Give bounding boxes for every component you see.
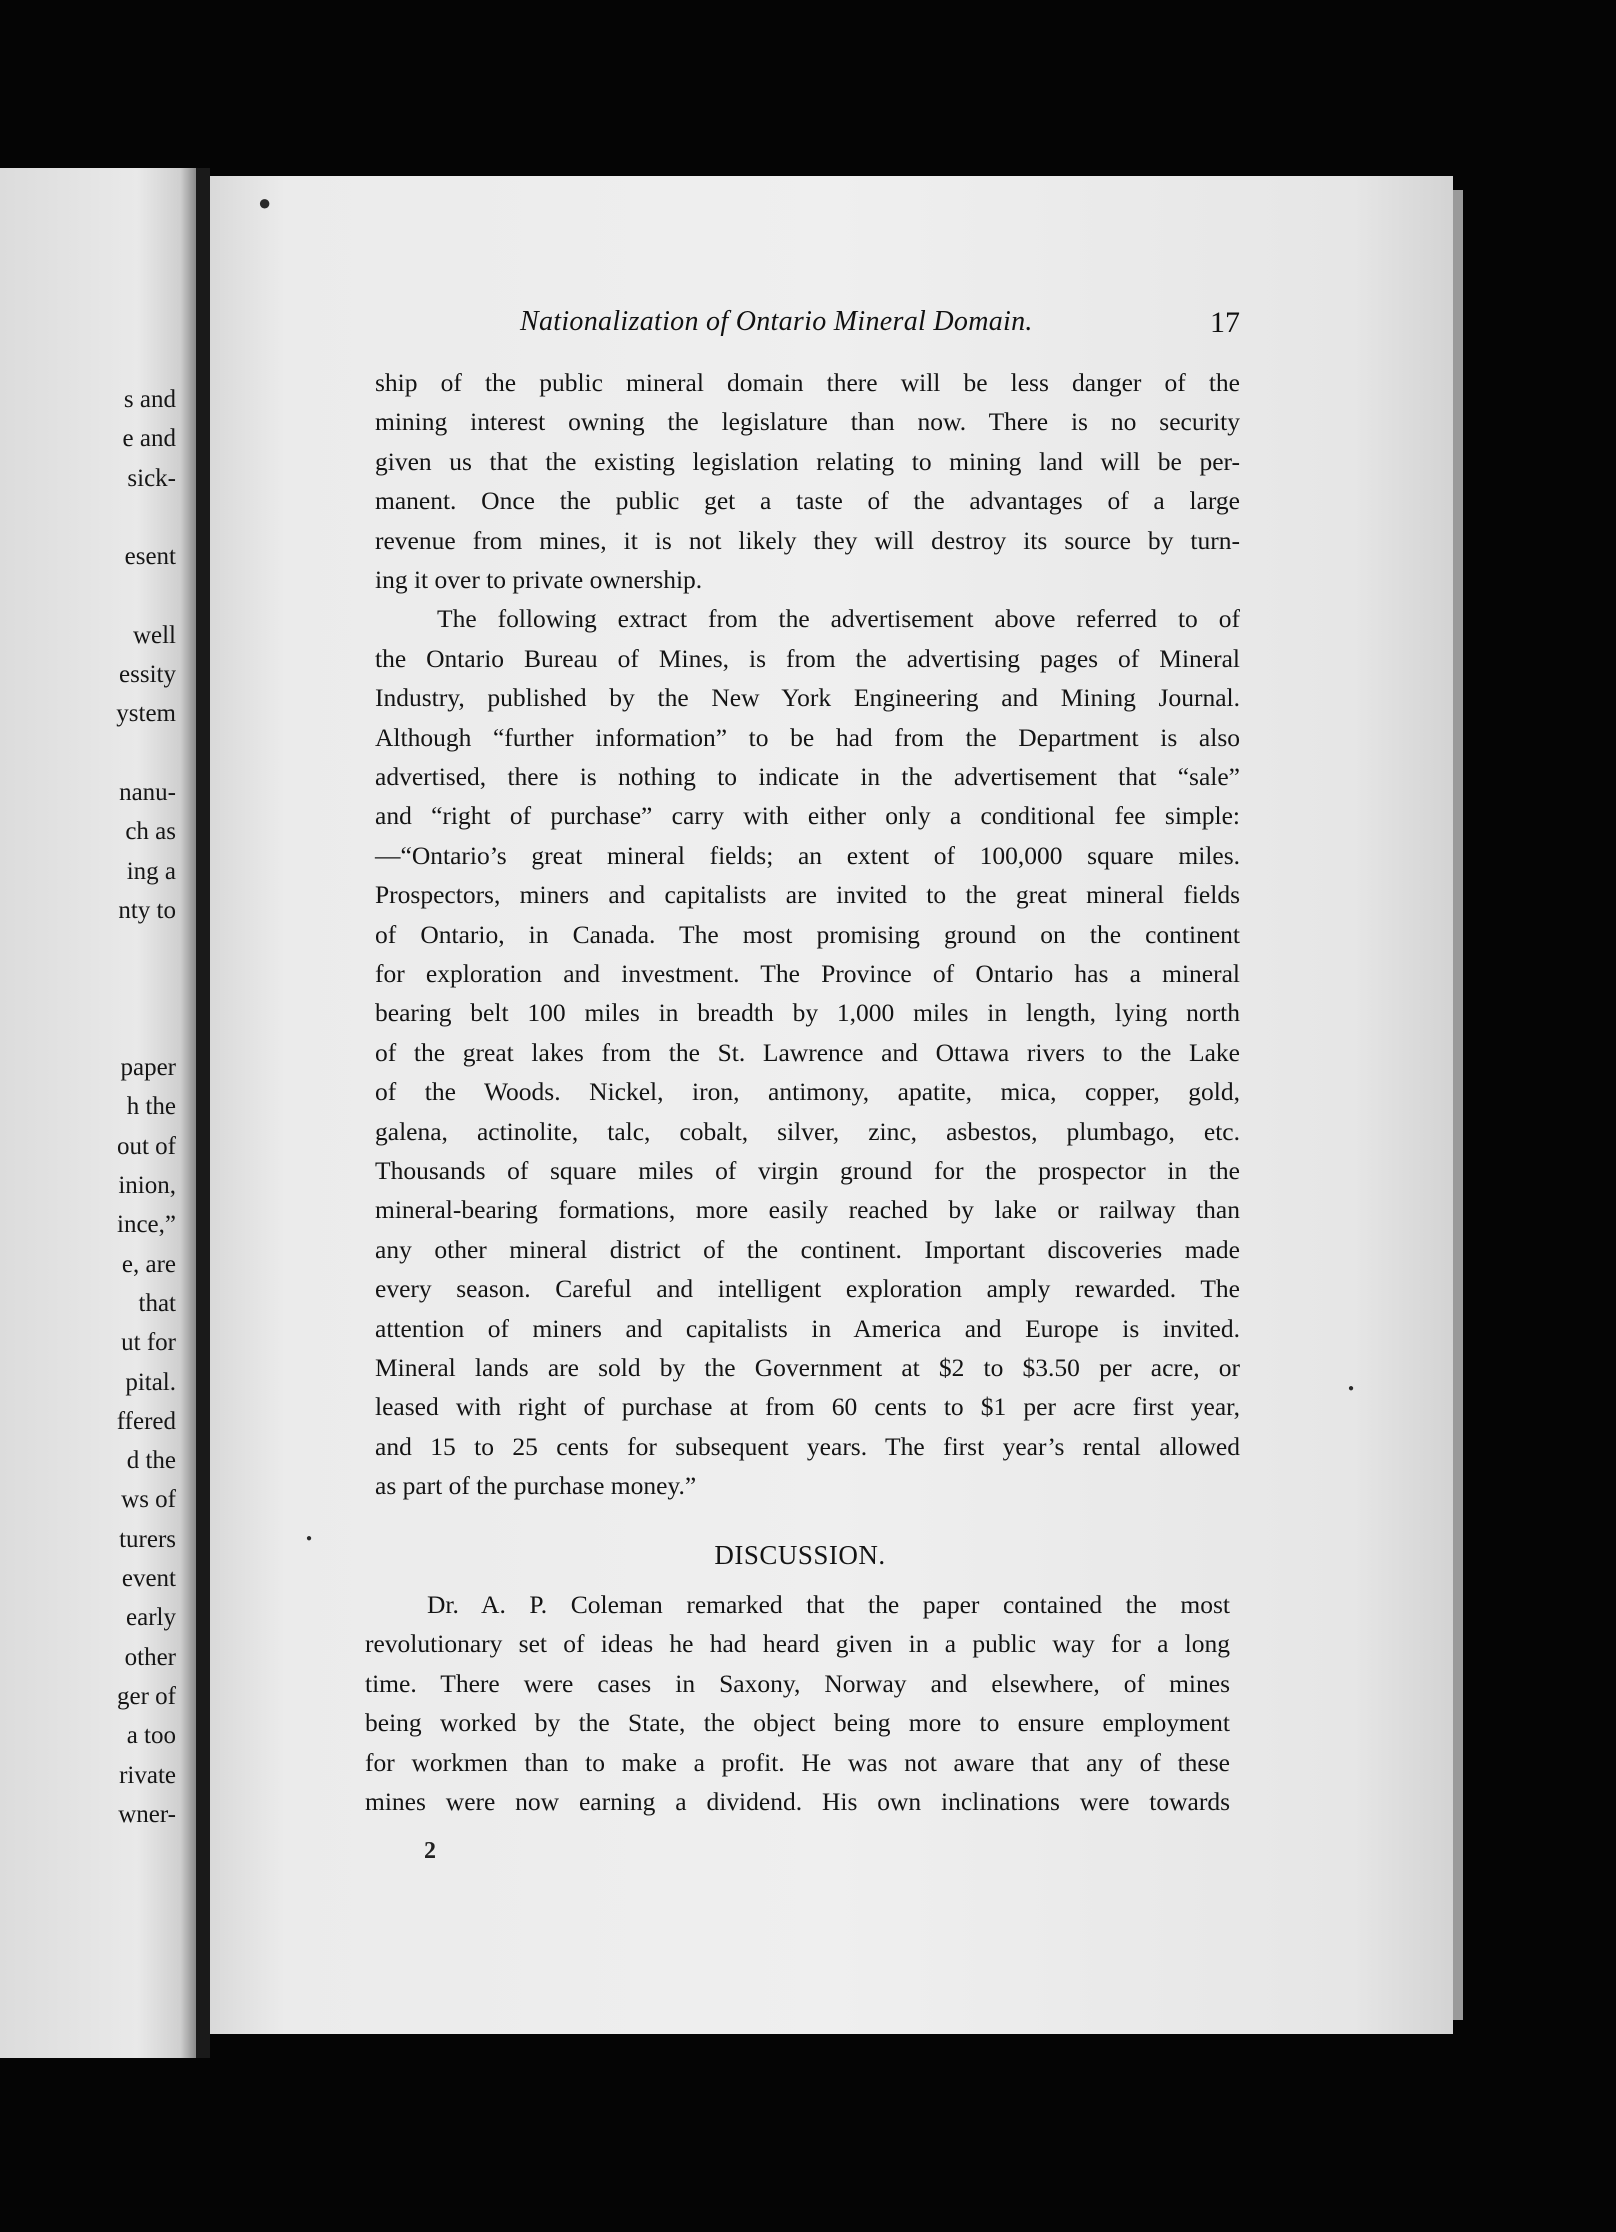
body-line: the Ontario Bureau of Mines, is from the advertising pages of Mineral [375, 643, 1240, 673]
body-line: Industry, published by the New York Engineering and Mining Journal. [375, 683, 1240, 713]
left-page-line: ing a [126, 857, 176, 885]
body-line: leased with right of purchase at from 60 cents to $1 per acre first year, [375, 1392, 1240, 1422]
left-page-line: ince,” [117, 1211, 176, 1239]
body-line: as part of the purchase money.” [375, 1471, 697, 1501]
left-page-line: s and [123, 386, 176, 413]
left-page-line: out of [116, 1132, 176, 1160]
left-page-line: ch as [125, 818, 176, 846]
left-page-line: nty to [118, 896, 176, 924]
body-line: Mineral lands are sold by the Government at $2 to $3.50 per acre, or [375, 1353, 1240, 1382]
left-page-line: ffered [116, 1407, 176, 1435]
left-page-line: e, are [121, 1250, 176, 1278]
body-line: any other mineral district of the continent. Important discoveries made [375, 1234, 1240, 1264]
page-number: 17 [1210, 306, 1240, 339]
left-page-line: e and [122, 425, 176, 453]
left-page-line: essity [119, 661, 176, 689]
discussion-line: for workmen than to make a profit. He was not aware that any of these [365, 1747, 1230, 1777]
left-page-line: event [121, 1565, 176, 1592]
left-page-line: wner- [118, 1800, 176, 1828]
body-line: attention of miners and capitalists in America and Europe is invited. [375, 1313, 1240, 1343]
left-page-line: d the [126, 1447, 176, 1475]
left-page-line: h the [126, 1093, 176, 1121]
left-page-line: ystem [116, 700, 176, 728]
discussion-line: time. There were cases in Saxony, Norway and elsewhere, of mines [365, 1668, 1230, 1698]
left-page-line: other [124, 1643, 176, 1671]
left-page-line: that [138, 1289, 176, 1317]
body-line: mineral-bearing formations, more easily reached by lake or railway than [375, 1195, 1240, 1225]
discussion-line: revolutionary set of ideas he had heard given in a public way for a long [365, 1629, 1230, 1659]
body-line: galena, actinolite, talc, cobalt, silver, zinc, asbestos, plumbago, etc. [375, 1116, 1240, 1146]
page-edge-shadow [1453, 190, 1463, 2020]
previous-page-edge [0, 168, 196, 2058]
body-line: Although “further information” to be had from the Department is also [375, 722, 1240, 752]
body-line: and 15 to 25 cents for subsequent years. The first year’s rental allowed [375, 1431, 1240, 1461]
left-page-line: ut for [121, 1329, 176, 1357]
left-page-line: inion, [118, 1172, 176, 1199]
left-page-line: sick- [127, 464, 176, 492]
left-page-line: early [126, 1604, 176, 1632]
body-line: mining interest owning the legislature than now. There is no security [375, 407, 1240, 437]
scan-speck: ● [258, 190, 272, 215]
left-page-line: well [132, 621, 176, 649]
body-line: Thousands of square miles of virgin ground for the prospector in the [375, 1156, 1240, 1185]
body-line: —“Ontario’s great mineral fields; an extent of 100,000 square miles. [375, 840, 1240, 870]
body-line: of the great lakes from the St. Lawrence and Ottawa rivers to the Lake [375, 1037, 1240, 1067]
left-page-line: a too [126, 1722, 176, 1750]
body-line: advertised, there is nothing to indicate in the advertisement that “sale” [375, 762, 1240, 791]
signature-mark: 2 [424, 1838, 436, 1864]
left-page-line: rivate [119, 1761, 176, 1789]
discussion-line: being worked by the State, the object being more to ensure employment [365, 1708, 1230, 1738]
body-line: manent. Once the public get a taste of the advantages of a large [375, 486, 1240, 516]
body-line: ship of the public mineral domain there will be less danger of the [375, 368, 1240, 397]
left-page-line: turers [119, 1525, 176, 1553]
discussion-line: Dr. A. P. Coleman remarked that the paper contained the most [427, 1590, 1230, 1619]
left-page-line: esent [124, 543, 176, 571]
left-page-line: paper [120, 1054, 176, 1082]
body-line: of Ontario, in Canada. The most promising ground on the continent [375, 919, 1240, 949]
body-line: and “right of purchase” carry with either only a conditional fee simple: [375, 801, 1240, 831]
left-page-line: pital. [125, 1368, 176, 1396]
body-line: of the Woods. Nickel, iron, antimony, apatite, mica, copper, gold, [375, 1077, 1240, 1107]
scan-speck: ● [306, 1533, 313, 1544]
discussion-line: mines were now earning a dividend. His own inclinations were towards [365, 1787, 1230, 1816]
left-page-line: nanu- [119, 779, 176, 806]
body-line: ing it over to private ownership. [375, 565, 703, 594]
body-line: bearing belt 100 miles in breadth by 1,000 miles in length, lying north [375, 998, 1240, 1028]
left-page-line: ger of [117, 1682, 176, 1710]
body-line: given us that the existing legislation relating to mining land will be per- [375, 446, 1240, 476]
running-head: Nationalization of Ontario Mineral Domain. [520, 306, 1033, 337]
scan-speck: ● [1348, 1383, 1355, 1394]
body-line: for exploration and investment. The Province of Ontario has a mineral [375, 959, 1240, 988]
body-line: Prospectors, miners and capitalists are invited to the great mineral fields [375, 880, 1240, 910]
body-line: every season. Careful and intelligent exploration amply rewarded. The [375, 1274, 1240, 1304]
section-heading: DISCUSSION. [714, 1540, 886, 1570]
left-page-line: ws of [121, 1486, 176, 1514]
body-line: The following extract from the advertisement above referred to of [437, 604, 1240, 634]
body-line: revenue from mines, it is not likely they will destroy its source by turn- [375, 525, 1240, 555]
page-gutter [196, 168, 210, 2058]
